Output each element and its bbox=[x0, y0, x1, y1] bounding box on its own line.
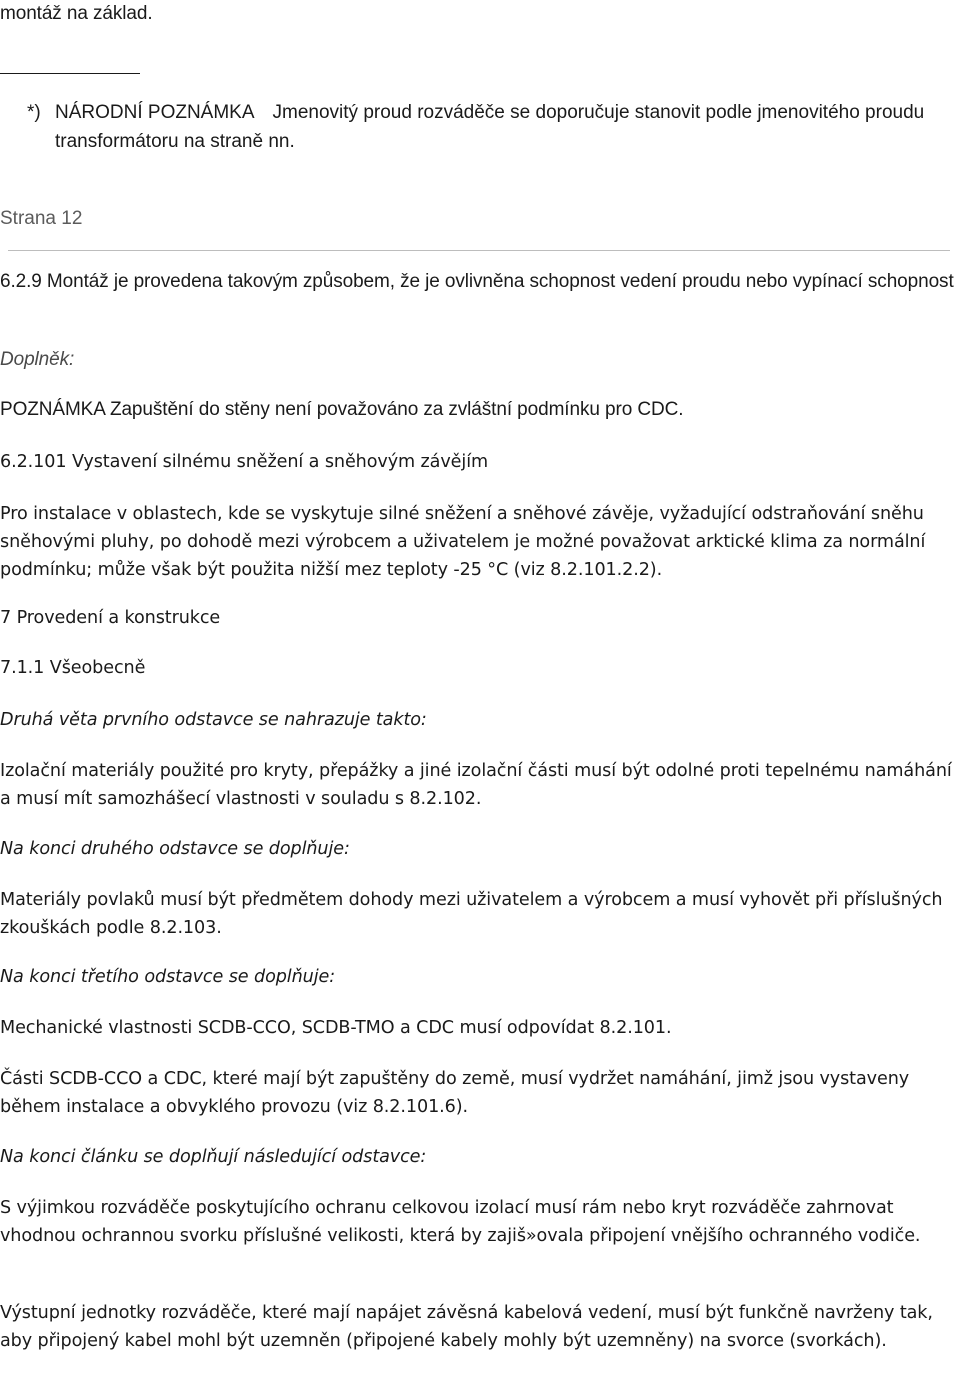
footnote-text: Jmenovitý proud rozváděče se doporučuje stanovit podle jmenovitého proudu transformátoru na straně nn. bbox=[55, 102, 925, 152]
top-fragment: montáž na základ. bbox=[0, 3, 153, 24]
supplement-label: Doplněk: bbox=[0, 349, 75, 370]
amendment-instruction: Druhá věta prvního odstavce se nahrazuje takto: bbox=[0, 710, 427, 730]
paragraph: S výjimkou rozváděče poskytujícího ochranu celkovou izolací musí rám nebo kryt rozváděče zahrnovat vhodnou ochrannou svorku příslušné velikosti, která by zajiš»ovala připojení vnějšího ochranného vodiče. bbox=[0, 1198, 921, 1246]
page-divider bbox=[8, 250, 950, 251]
amendment-instruction: Na konci článku se doplňují následující odstavce: bbox=[0, 1147, 427, 1167]
paragraph: Izolační materiály použité pro kryty, přepážky a jiné izolační části musí být odolné proti tepelnému namáhání a musí mít samozhášecí vlastnosti v souladu s 8.2.102. bbox=[0, 761, 952, 809]
chapter-heading: 7 Provedení a konstrukce bbox=[0, 608, 221, 628]
section-heading: 6.2.101 Vystavení silnému sněžení a sněhovým závějím bbox=[0, 452, 489, 472]
footnote-marker: *) bbox=[27, 102, 41, 123]
paragraph: Mechanické vlastnosti SCDB-CCO, SCDB-TMO a CDC musí odpovídat 8.2.101. bbox=[0, 1018, 672, 1038]
footnote-body bbox=[55, 98, 955, 156]
paragraph: Pro instalace v oblastech, kde se vyskytuje silné sněžení a sněhové závěje, vyžadující odstraňování sněhu sněhovými pluhy, po dohodě mezi výrobcem a uživatelem je možné považovat arktické klima za normální podmínku; může však být použita nižší mez teploty -25 °C (viz 8.2.101.2.2). bbox=[0, 504, 926, 580]
footnote-lead: NÁRODNÍ POZNÁMKA bbox=[55, 102, 255, 123]
paragraph: Výstupní jednotky rozváděče, které mají napájet závěsná kabelová vedení, musí být funkčně navrženy tak, aby připojený kabel mohl být uzemněn (připojené kabely mohly být uzemněny) na svorce (svorkách). bbox=[0, 1303, 933, 1351]
paragraph: Části SCDB-CCO a CDC, které mají být zapuštěny do země, musí vydržet namáhání, jimž jsou vystaveny během instalace a obvyklého provozu (viz 8.2.101.6). bbox=[0, 1069, 910, 1117]
section-heading: 7.1.1 Všeobecně bbox=[0, 658, 146, 678]
page-number-label: Strana 12 bbox=[0, 208, 83, 229]
section-heading: 6.2.9 Montáž je provedena takovým způsobem, že je ovlivněna schopnost vedení proudu nebo vypínací schopnost bbox=[0, 271, 954, 292]
footnote-separator bbox=[0, 73, 140, 74]
paragraph: Materiály povlaků musí být předmětem dohody mezi uživatelem a výrobcem a musí vyhovět při příslušných zkouškách podle 8.2.103. bbox=[0, 890, 943, 938]
amendment-instruction: Na konci druhého odstavce se doplňuje: bbox=[0, 839, 350, 859]
note-paragraph: POZNÁMKA Zapuštění do stěny není považováno za zvláštní podmínku pro CDC. bbox=[0, 399, 684, 420]
amendment-instruction: Na konci třetího odstavce se doplňuje: bbox=[0, 967, 336, 987]
